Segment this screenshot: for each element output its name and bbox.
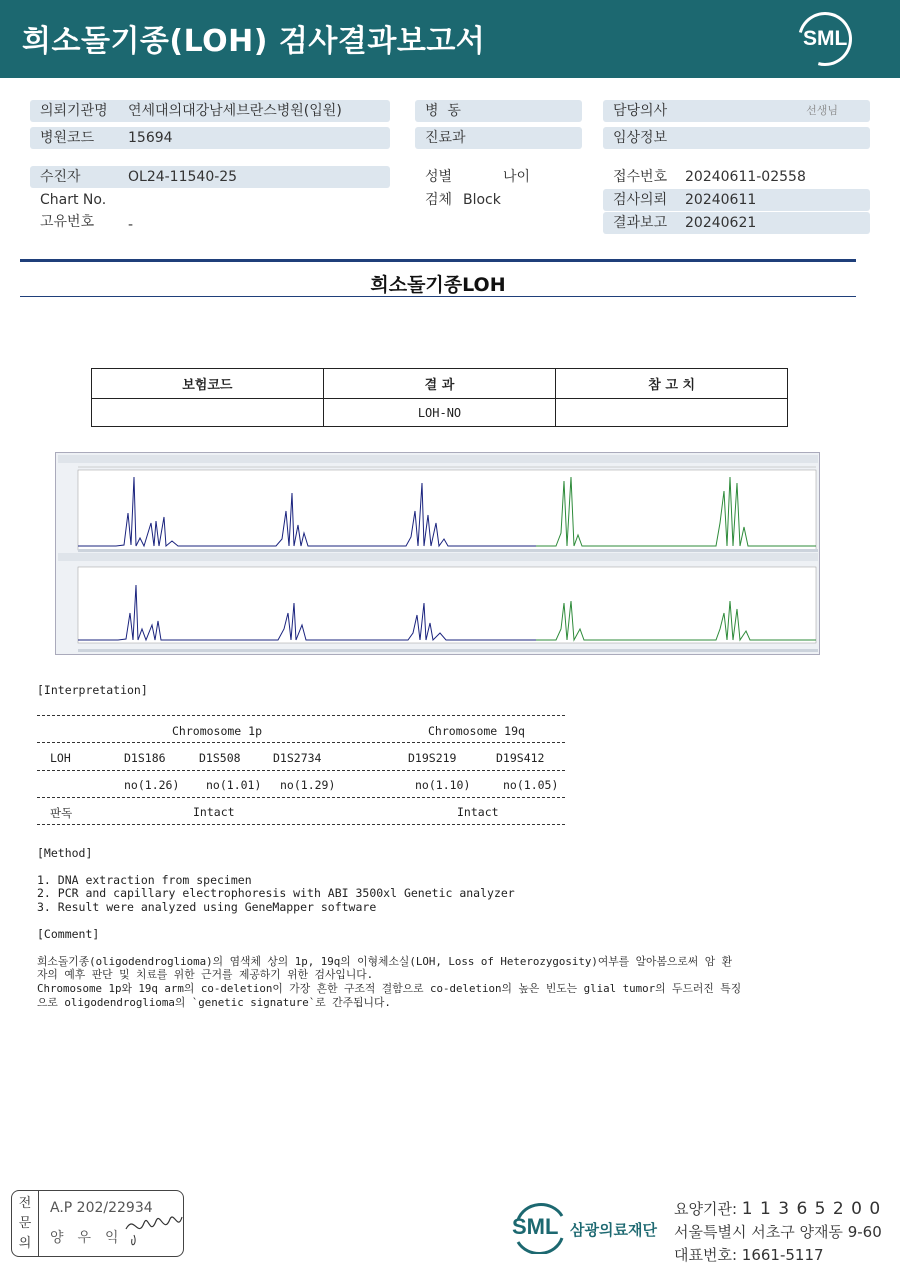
unique-no-value: - xyxy=(128,217,134,233)
doctor-suffix: 선생님 xyxy=(806,104,838,117)
specimen-value: Block xyxy=(463,192,501,208)
chr19q-label: Chromosome 19q xyxy=(428,724,525,738)
header-reference: 참 고 치 xyxy=(556,369,788,399)
signature-icon xyxy=(124,1209,184,1249)
sex-age-field xyxy=(415,166,582,188)
patient-value: OL24-11540-25 xyxy=(128,169,238,185)
requesting-org-field xyxy=(30,100,390,122)
section-rule-bottom xyxy=(20,296,856,297)
hospital-code-field xyxy=(30,127,390,149)
sex-label: 성별 xyxy=(425,169,453,185)
electropherogram-image xyxy=(55,452,820,655)
cell-result: LOH-NO xyxy=(323,399,556,427)
receipt-no-field xyxy=(603,166,870,188)
report-title: 희소돌기종(LOH) 검사결과보고서 xyxy=(22,24,486,59)
report-date-field xyxy=(603,212,870,234)
comment-line-2: 자의 예후 판단 및 치료를 위한 근거를 제공하기 위한 검사입니다. xyxy=(37,968,374,981)
requesting-org-label: 의뢰기관명 xyxy=(40,103,108,119)
method-item-2: 2. PCR and capillary electrophoresis with ABI 3500xl Genetic analyzer xyxy=(37,886,515,900)
result-table xyxy=(91,368,788,427)
report-date-value: 20240621 xyxy=(685,215,757,231)
patient-field xyxy=(30,166,390,188)
chart-no-field xyxy=(30,189,390,211)
value-d1s2734: no(1.29) xyxy=(280,778,336,792)
specimen-label: 검체 xyxy=(425,192,453,208)
sml-logo: SML xyxy=(803,27,848,50)
cell-insurance-code xyxy=(92,399,324,427)
report-date-label: 결과보고 xyxy=(613,215,668,231)
section-rule-top xyxy=(20,259,856,262)
patient-label: 수진자 xyxy=(40,169,81,185)
footer-code xyxy=(674,1198,881,1219)
ward-label: 병 동 xyxy=(425,103,461,119)
footer-org-name: 삼광의료재단 xyxy=(570,1221,657,1239)
judgement-19q: Intact xyxy=(457,805,499,819)
value-d1s186: no(1.26) xyxy=(124,778,180,792)
footer-phone xyxy=(674,1244,824,1265)
stamp-side-char: 의 xyxy=(18,1236,32,1251)
hospital-code-value: 15694 xyxy=(128,130,173,146)
department-field xyxy=(415,127,582,149)
table-row xyxy=(92,399,788,427)
request-date-value: 20240611 xyxy=(685,192,757,208)
value-d19s412: no(1.05) xyxy=(503,778,559,792)
method-item-3: 3. Result were analyzed using GeneMapper software xyxy=(37,900,377,914)
value-d19s219: no(1.10) xyxy=(415,778,471,792)
marker-d1s508: D1S508 xyxy=(199,751,241,765)
marker-d19s412: D19S412 xyxy=(496,751,545,765)
dash-rule xyxy=(37,770,565,771)
clinical-info-label: 임상정보 xyxy=(613,130,668,146)
requesting-org-value: 연세대의대강남세브란스병원(입원) xyxy=(128,103,342,119)
footer-address: 서울특별시 서초구 양재동 9-60 xyxy=(674,1223,882,1241)
comment-line-1: 희소돌기종(oligodendroglioma)의 염색체 상의 1p, 19q의 이형체소실(LOH, Loss of Heterozygosity)여부를 알아봄으로써 암 환 xyxy=(37,955,733,968)
header-result: 결 과 xyxy=(323,369,556,399)
judgement-1p: Intact xyxy=(193,805,235,819)
dash-rule xyxy=(37,742,565,743)
ward-field xyxy=(415,100,582,122)
comment-line-3: Chromosome 1p와 19q arm의 co-deletion이 가장 흔한 구조적 결함으로 co-deletion의 높은 빈도는 glial tumor의 두드러진 특징 xyxy=(37,982,742,995)
unique-no-field xyxy=(30,211,390,233)
chart-no-label: Chart No. xyxy=(40,192,107,208)
stamp-side xyxy=(12,1191,39,1256)
marker-d19s219: D19S219 xyxy=(408,751,457,765)
interpretation-heading: [Interpretation] xyxy=(37,683,148,697)
marker-d1s186: D1S186 xyxy=(124,751,166,765)
unique-no-label: 고유번호 xyxy=(40,214,95,230)
marker-d1s2734: D1S2734 xyxy=(273,751,322,765)
value-d1s508: no(1.01) xyxy=(206,778,262,792)
department-label: 진료과 xyxy=(425,130,466,146)
header-insurance-code: 보험코드 xyxy=(92,369,324,399)
dash-rule xyxy=(37,715,565,716)
footer-phone-value: 1661-5117 xyxy=(741,1246,824,1264)
pathologist-stamp xyxy=(11,1190,184,1257)
comment-line-4: 으로 oligodendroglioma의 `genetic signature`로 간주됩니다. xyxy=(37,996,391,1009)
electropherogram-traces xyxy=(56,453,821,656)
cell-reference xyxy=(556,399,788,427)
doctor-label: 담당의사 xyxy=(613,103,668,119)
stamp-license: A.P 202/22934 xyxy=(50,1200,153,1216)
loh-row-label: LOH xyxy=(50,751,71,765)
hospital-code-label: 병원코드 xyxy=(40,130,95,146)
age-label: 나이 xyxy=(503,169,531,185)
stamp-side-char: 전 xyxy=(18,1196,32,1211)
dash-rule xyxy=(37,824,565,825)
stamp-side-char: 문 xyxy=(18,1216,32,1231)
method-item-1: 1. DNA extraction from specimen xyxy=(37,873,252,887)
method-heading: [Method] xyxy=(37,846,93,860)
judgement-label: 판독 xyxy=(50,806,73,820)
request-date-label: 검사의뢰 xyxy=(613,192,668,208)
clinical-info-field xyxy=(603,127,870,149)
chr1p-label: Chromosome 1p xyxy=(172,724,263,738)
stamp-name: 양우익 xyxy=(50,1230,133,1246)
section-title: 희소돌기종LOH xyxy=(370,274,506,296)
footer-sml-text: SML xyxy=(512,1214,559,1239)
receipt-no-label: 접수번호 xyxy=(613,169,668,185)
comment-heading: [Comment] xyxy=(37,927,100,941)
dash-rule xyxy=(37,797,565,798)
request-date-field xyxy=(603,189,870,211)
footer-phone-label: 대표번호: xyxy=(674,1246,738,1264)
result-table-header xyxy=(92,369,788,399)
footer-code-label: 요양기관: xyxy=(674,1200,738,1218)
footer-code-value: 1 1 3 6 5 2 0 0 xyxy=(741,1199,882,1219)
doctor-field xyxy=(603,100,870,122)
receipt-no-value: 20240611-02558 xyxy=(685,169,806,185)
specimen-field xyxy=(415,189,582,211)
report-header xyxy=(0,0,900,78)
